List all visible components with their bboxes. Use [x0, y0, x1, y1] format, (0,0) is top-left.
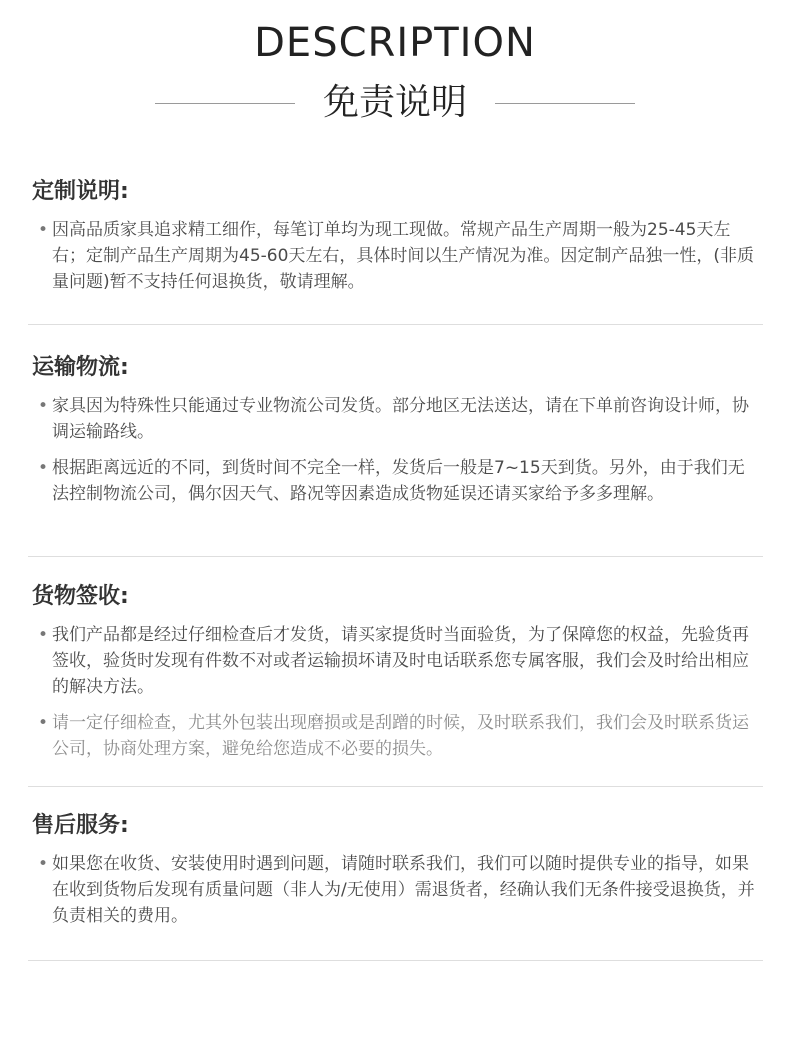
- section-title: 定制说明:: [32, 179, 129, 204]
- section-after-sales: [32, 811, 762, 929]
- section-custom: [32, 177, 762, 295]
- item-text: 根据距离远近的不同，到货时间不完全一样，发货后一般是7~15天到货。另外，由于我们无法控制物流公司，偶尔因天气、路况等因素造成货物延误还请买家给予多多理解。: [52, 458, 745, 504]
- list-item: [32, 455, 760, 507]
- bullet-icon: •: [38, 396, 49, 416]
- item-text: 请一定仔细检查，尤其外包装出现磨损或是刮蹭的时候，及时联系我们，我们会及时联系货运公司，协商处理方案，避免给您造成不必要的损失。: [52, 713, 749, 759]
- list-item: [32, 393, 760, 445]
- bullet-icon: •: [38, 220, 49, 240]
- title-zh: 免责说明: [322, 82, 467, 123]
- item-text: 家具因为特殊性只能通过专业物流公司发货。部分地区无法送达，请在下单前咨询设计师，协调运输路线。: [52, 396, 749, 442]
- divider: [28, 960, 763, 961]
- bullet-icon: •: [38, 854, 49, 874]
- subtitle-divider-right: [495, 103, 635, 104]
- title-en: DESCRIPTION: [254, 20, 536, 66]
- divider: [28, 556, 763, 557]
- bullet-icon: •: [38, 458, 49, 478]
- list-item: [32, 217, 760, 295]
- list-item: [32, 622, 760, 700]
- page-header: [0, 0, 790, 150]
- item-text: 我们产品都是经过仔细检查后才发货，请买家提货时当面验货，为了保障您的权益，先验货再签收，验货时发现有件数不对或者运输损坏请及时电话联系您专属客服，我们会及时给出相应的解决方法。: [52, 625, 749, 697]
- bullet-icon: •: [38, 713, 49, 733]
- bullet-icon: •: [38, 625, 49, 645]
- section-title: 货物签收:: [32, 584, 129, 609]
- divider: [28, 324, 763, 325]
- list-item: [32, 710, 760, 762]
- list-item: [32, 851, 760, 929]
- section-shipping: [32, 353, 762, 507]
- subtitle-row: [0, 78, 790, 128]
- item-text: 如果您在收货、安装使用时遇到问题，请随时联系我们，我们可以随时提供专业的指导，如果在收到货物后发现有质量问题（非人为/无使用）需退货者，经确认我们无条件接受退换货，并负责相关的费用。: [52, 854, 755, 926]
- item-text: 因高品质家具追求精工细作，每笔订单均为现工现做。常规产品生产周期一般为25-45天左右；定制产品生产周期为45-60天左右，具体时间以生产情况为准。因定制产品独一性，(非质量问题)暂不支持任何退换货，敬请理解。: [52, 220, 755, 292]
- section-title: 售后服务:: [32, 813, 129, 838]
- divider: [28, 786, 763, 787]
- section-title: 运输物流:: [32, 355, 129, 380]
- section-receipt: [32, 582, 762, 762]
